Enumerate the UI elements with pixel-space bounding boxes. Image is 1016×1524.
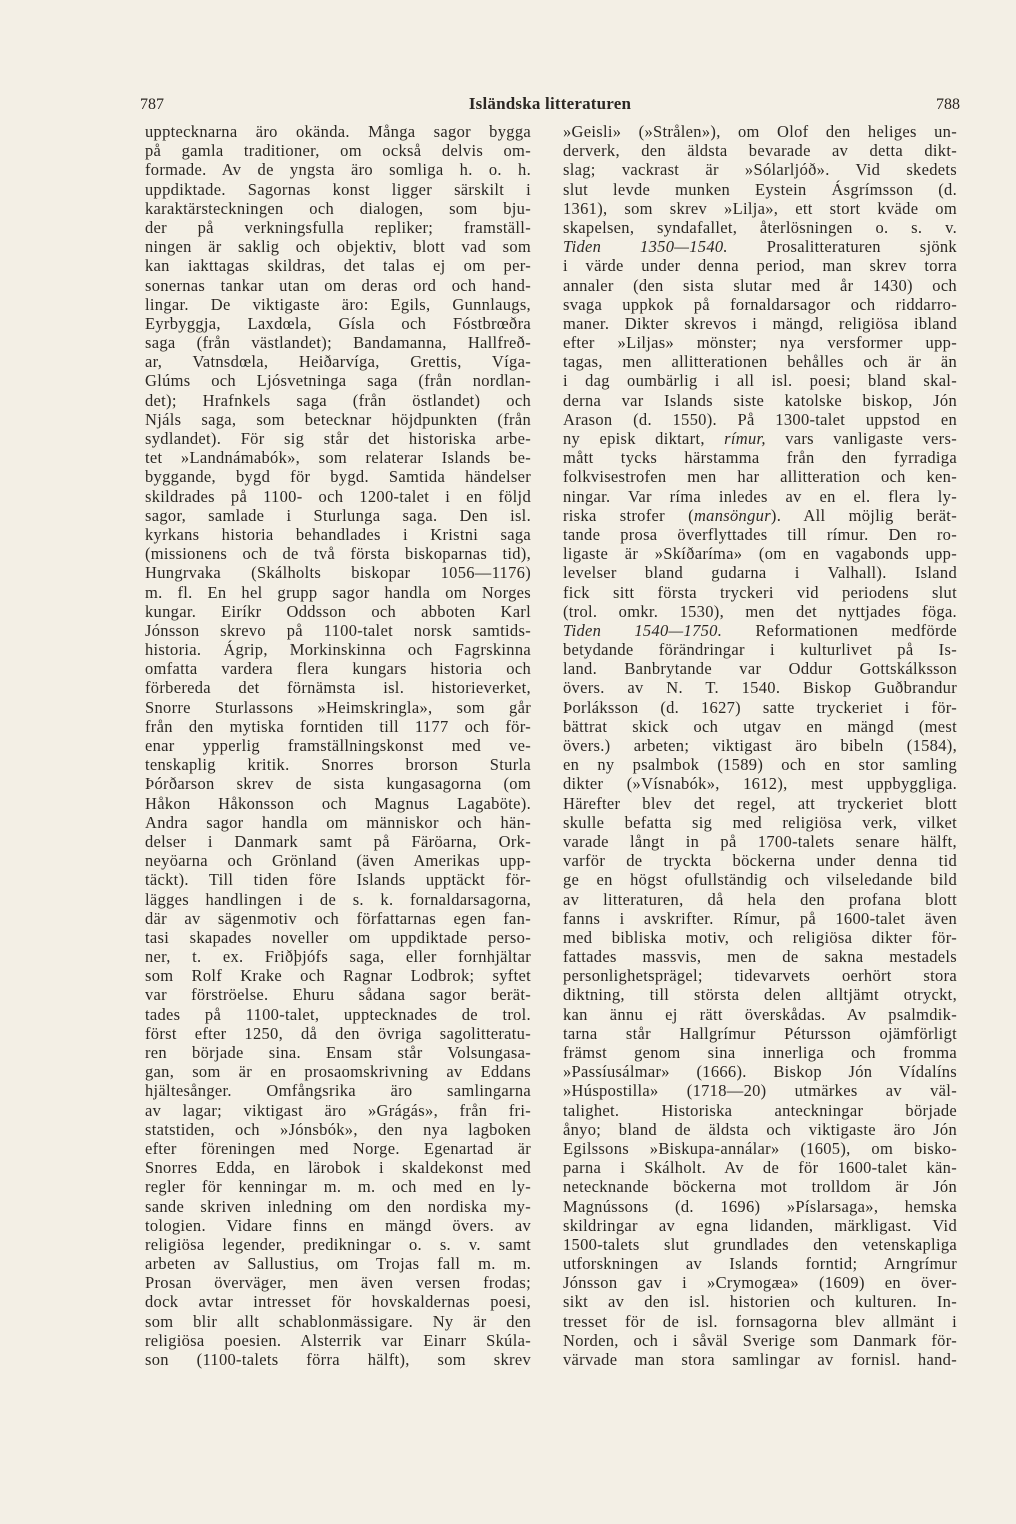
italic-text: mansöngur [693,505,771,525]
text-line: slag; vackrast är »Sólarljóð». Vid skedets [563,160,957,180]
text-line: regler för kenningar m. m. och med en ly- [145,1177,531,1197]
text-line: hjältesånger. Omfångsrika äro samlingarna [145,1081,531,1101]
text-line: varade långt in på 1700-talets senare hälft, [563,831,957,851]
text-line: sonernas tankar utan om deras ord och hand- [145,275,531,295]
text-line: diktning, till största delen alltjämt otryckt, [563,985,957,1005]
text-line: kan ännu ej rätt överskådas. Av psalmdik- [563,1004,957,1024]
text-line: med bibliska motiv, och religiösa dikter för- [563,927,957,947]
text-line: upptecknarna äro okända. Många sagor bygga [145,122,531,141]
text-line: förbereda det förnämsta isl. historieverket, [145,678,531,698]
text-line: betydande förändringar i kulturlivet på Is- [563,640,957,660]
text-line: son (1100-talets förra hälft), som skrev [145,1350,531,1369]
text-line: efter »Liljas» mönster; nya versformer upp- [563,333,957,353]
text-segment: Reformationen medförde [722,620,957,640]
text-line: formade. Av de yngsta äro somliga h. o. h. [145,160,531,180]
text-line: en ny psalmbok (1589) och en stor samling [563,755,957,775]
text-line: dikter (»Vísnabók», 1612), mest uppbyggliga. [563,774,957,794]
text-line: ningen är saklig och objektiv, blott vad som [145,237,531,257]
text-line: som Rolf Krake och Ragnar Lodbrok; syftet [145,966,531,986]
text-line: Eyrbyggja, Laxdœla, Gísla och Fóstbrœðra [145,313,531,333]
text-line: lingar. De viktigaste äro: Egils, Gunnlaugs, [145,294,531,314]
text-line: parna i Skálholt. Av de för 1600-talet kän- [563,1158,957,1178]
text-segment: vars vanligaste vers- [765,429,957,448]
text-line: skulle befatta sig med religiösa verk, vilket [563,812,957,832]
text-line: Andra sagor handla om människor och hän- [145,812,531,832]
text-line: skapelsen, syndafallet, återlösningen o. s. v. [563,217,957,237]
text-line: ånyo; bland de äldsta och viktigaste äro Jón [563,1119,957,1139]
text-line: karaktärsteckningen och dialogen, som bju- [145,198,531,218]
text-line: neyöarna och Grönland (även Amerikas upp- [145,851,531,871]
page-header [140,94,960,116]
text-line: i värde under denna period, man skrev torra [563,256,957,276]
text-line: Prosan överväger, men även versen frodas; [145,1273,531,1293]
text-line: talighet. Historiska anteckningar började [563,1100,957,1120]
page-number-left: 787 [140,96,164,113]
text-line: religiösa legender, predikningar o. s. v. samt [145,1234,531,1254]
text-segment: riska strofer ( [563,505,694,525]
text-line: derna var Islands siste katolske biskop, Jón [563,390,957,410]
text-line: värvade man stora samlingar av fornisl. hand- [563,1350,957,1369]
text-line: gan, som är en prosaomskrivning av Eddans [145,1062,531,1082]
text-line: kungar. Eiríkr Oddsson och abboten Karl [145,601,531,621]
text-line: Snorres Edda, en lärobok i skaldekonst med [145,1158,531,1178]
text-line: tande prosa överflyttades till rímur. Den ro- [563,524,957,544]
text-line: Magnússons (d. 1696) »Píslarsaga», hemska [563,1196,957,1216]
text-line: ge en högst ofullständig och vilseledande bild [563,870,957,890]
text-line: byggande, bygd för bygd. Samtida händelser [145,467,531,487]
text-line: m. fl. En hel grupp sagor handla om Norges [145,582,531,602]
text-line: tarna står Hallgrímur Pétursson ojämförligt [563,1023,957,1043]
text-line: levelser bland gudarna i Valhall). Island [563,563,957,583]
text-line: (trol. omkr. 1530), men det nyttjades föga. [563,601,957,621]
text-line: kyrkans historia behandlades i Kristni saga [145,524,531,544]
text-line: 1500-talets slut grundlades den vetenskapliga [563,1234,957,1254]
text-line: personlighetsprägel; tidevarvets oerhört stora [563,966,957,986]
text-line: folkvisestrofen men har allitteration och ken- [563,467,957,487]
text-line: saga (från västlandet); Bandamanna, Hallfreð- [145,333,531,353]
text-segment: ny episk diktart, [563,429,725,448]
text-line [563,237,957,256]
text-line: »Geisli» (»Strålen»), om Olof den heliges un- [563,122,957,141]
text-line: efter föreningen med Norge. Egenartad är [145,1138,531,1158]
text-line: av litteraturen, då hela den profana blott [563,889,957,909]
text-line: utforskningen av Islands forntid; Arngrímur [563,1254,957,1274]
text-line: svaga uppkok på fornaldarsagor och riddarro- [563,294,957,314]
text-line: tresset för de isl. fornsagorna blev allmänt i [563,1311,957,1331]
running-title: Isländska litteraturen [468,94,632,113]
text-line: Jónsson skrevo på 1100-talet norsk samtids- [145,620,531,640]
text-line: som blir allt schablonmässigare. Ny är den [145,1311,531,1331]
text-line: Njáls saga, som betecknar höjdpunkten (från [145,409,531,429]
text-line: täckt). Till tiden före Islands upptäckt för- [145,870,531,890]
text-line: slut levde munken Eystein Ásgrímsson (d. [563,179,957,199]
text-line: netecknande böckerna mot trolldom är Jón [563,1177,957,1197]
text-line: mått tycks härstamma från den fyrradiga [563,448,957,468]
text-line: på gamla traditioner, om också delvis om- [145,141,531,161]
text-line: det); Hrafnkels saga (från östlandet) och [145,390,531,410]
text-line: ningar. Var ríma inledes av en el. flera ly- [563,486,957,506]
text-line: fattades massvis, men de sakna mestadels [563,947,957,967]
text-line: tagas, men allitterationen behålles och är än [563,352,957,372]
text-line: kan iakttagas skildras, det talas ej om per- [145,256,531,276]
text-line: tasi skapades noveller om uppdiktade perso- [145,927,531,947]
text-line: skildringar av egna lidanden, märkligast. Vid [563,1215,957,1235]
text-line: Hungrvaka (Skálholts biskopar 1056—1176) [145,563,531,583]
text-line: religiösa poesien. Alsterrik var Einarr Skúla- [145,1330,531,1350]
text-line: Härefter blev det regel, att tryckeriet blott [563,793,957,813]
text-line: annaler (den sista slutar med år 1430) och [563,275,957,295]
text-line: ren började sina. Ensam står Volsungasa- [145,1043,531,1062]
text-line: sikt av den isl. historien och kulturen. In- [563,1292,957,1312]
text-line: av lagar; viktigast äro »Grágás», från fri- [145,1100,531,1120]
text-line: varför de tryckta böckerna under denna tid [563,851,957,871]
text-line: Egilssons »Biskupa-annálar» (1605), om bisko- [563,1138,957,1158]
text-line [563,506,957,525]
text-line: övers.) arbeten; viktigast äro bibeln (1584), [563,736,957,755]
text-line: Þórðarson skrev de sista kungasagorna (om [145,774,531,794]
page-number-right: 788 [936,96,960,113]
text-line: var förströelse. Ehuru sådana sagor berät- [145,985,531,1005]
text-line: Norden, och i såväl Sverige som Danmark för- [563,1330,957,1350]
text-line: fick sitt första tryckeri vid periodens slut [563,582,957,602]
text-line: enar ypperlig framställningskonst med ve- [145,736,531,755]
text-segment: ). All möjlig berät- [770,505,957,525]
text-line: Jónsson gav i »Crymogæa» (1609) en över- [563,1273,957,1293]
text-line: ar, Vatnsdœla, Heiðarvíga, Grettis, Víga- [145,352,531,372]
text-line: tenskaplig kritik. Snorres brorson Sturla [145,755,531,775]
left-column [145,122,531,1369]
right-column [563,122,957,1369]
text-line: omfatta vardera flera kungars historia och [145,659,531,679]
text-line: dock avtar intresset för hovskaldernas poesi, [145,1292,531,1312]
text-line: ligaste är »Skíðaríma» (om en vagabonds upp- [563,544,957,564]
text-line: övers. av N. T. 1540. Biskop Guðbrandur [563,678,957,698]
text-line: Glúms och Ljósvetninga saga (från nordlan- [145,371,531,391]
text-line: Þorláksson (d. 1627) satte tryckeriet i för- [563,697,957,717]
text-line: tet »Landnámabók», som relaterar Islands be- [145,448,531,468]
italic-text: Tiden 1540—1750. [563,620,723,640]
text-line: Snorre Sturlassons »Heimskringla», som går [145,697,531,717]
text-line: ner, t. ex. Friðþjófs saga, eller fornhjältar [145,947,531,967]
text-line: i dag oumbärlig i all isl. poesi; bland skal- [563,371,957,391]
text-line: der på verkningsfulla repliker; framställ- [145,217,531,237]
text-line: »Húspostilla» (1718—20) utmärkes av väl- [563,1081,957,1101]
italic-text: rímur, [724,429,766,448]
text-line [563,429,957,448]
text-line: lägges handlingen i de s. k. fornaldarsagorna, [145,889,531,909]
text-line: tades på 1100-talet, upptecknades de trol. [145,1004,531,1024]
text-line: statstiden, och »Jónsbók», den nya lagboken [145,1119,531,1139]
text-line: 1361), som skrev »Lilja», ett stort kväde om [563,198,957,218]
text-line: sande skriven inledning om den nordiska my- [145,1196,531,1216]
text-line: från den mytiska forntiden till 1177 och för- [145,716,531,736]
text-line: Håkon Håkonsson och Magnus Lagaböte). [145,793,531,813]
text-line: främst genom sina innerliga och fromma [563,1043,957,1062]
text-line: fanns i avskrifter. Rímur, på 1600-talet även [563,908,957,928]
text-line: land. Banbrytande var Oddur Gottskálksson [563,659,957,679]
text-line: (missionens och de två första biskoparnas tid), [145,544,531,564]
text-line: sydlandet). För sig står det historiska arbe- [145,429,531,448]
text-line: skildrades på 1100- och 1200-talet i en följd [145,486,531,506]
text-line: historia. Ágrip, Morkinskinna och Fagrskinna [145,640,531,660]
text-line: bättrat skick och utgav en mängd (mest [563,716,957,736]
text-line: »Passíusálmar» (1666). Biskop Jón Vídalíns [563,1062,957,1082]
text-line: Arason (d. 1550). På 1300-talet uppstod en [563,409,957,429]
text-line: tologien. Vidare finns en mängd övers. av [145,1215,531,1235]
text-line: arbeten av Sallustius, om Trojas fall m. m. [145,1254,531,1274]
text-line: maner. Dikter skrevos i mängd, religiösa ibland [563,313,957,333]
text-line [563,621,957,640]
text-line: sagor, samlade i Sturlunga saga. Den isl. [145,505,531,525]
text-line: först efter 1250, då den övriga sagolitteratu- [145,1023,531,1043]
text-segment: Prosalitteraturen sjönk [727,237,957,257]
text-line: uppdiktade. Sagornas konst ligger särskilt i [145,179,531,199]
italic-text: Tiden 1350—1540. [563,237,728,257]
text-line: där av sägenmotiv och författarnas egen fan- [145,908,531,928]
text-line: delser i Danmark samt på Färöarna, Ork- [145,831,531,851]
text-line: derverk, den äldsta bevarade av detta dikt- [563,141,957,161]
